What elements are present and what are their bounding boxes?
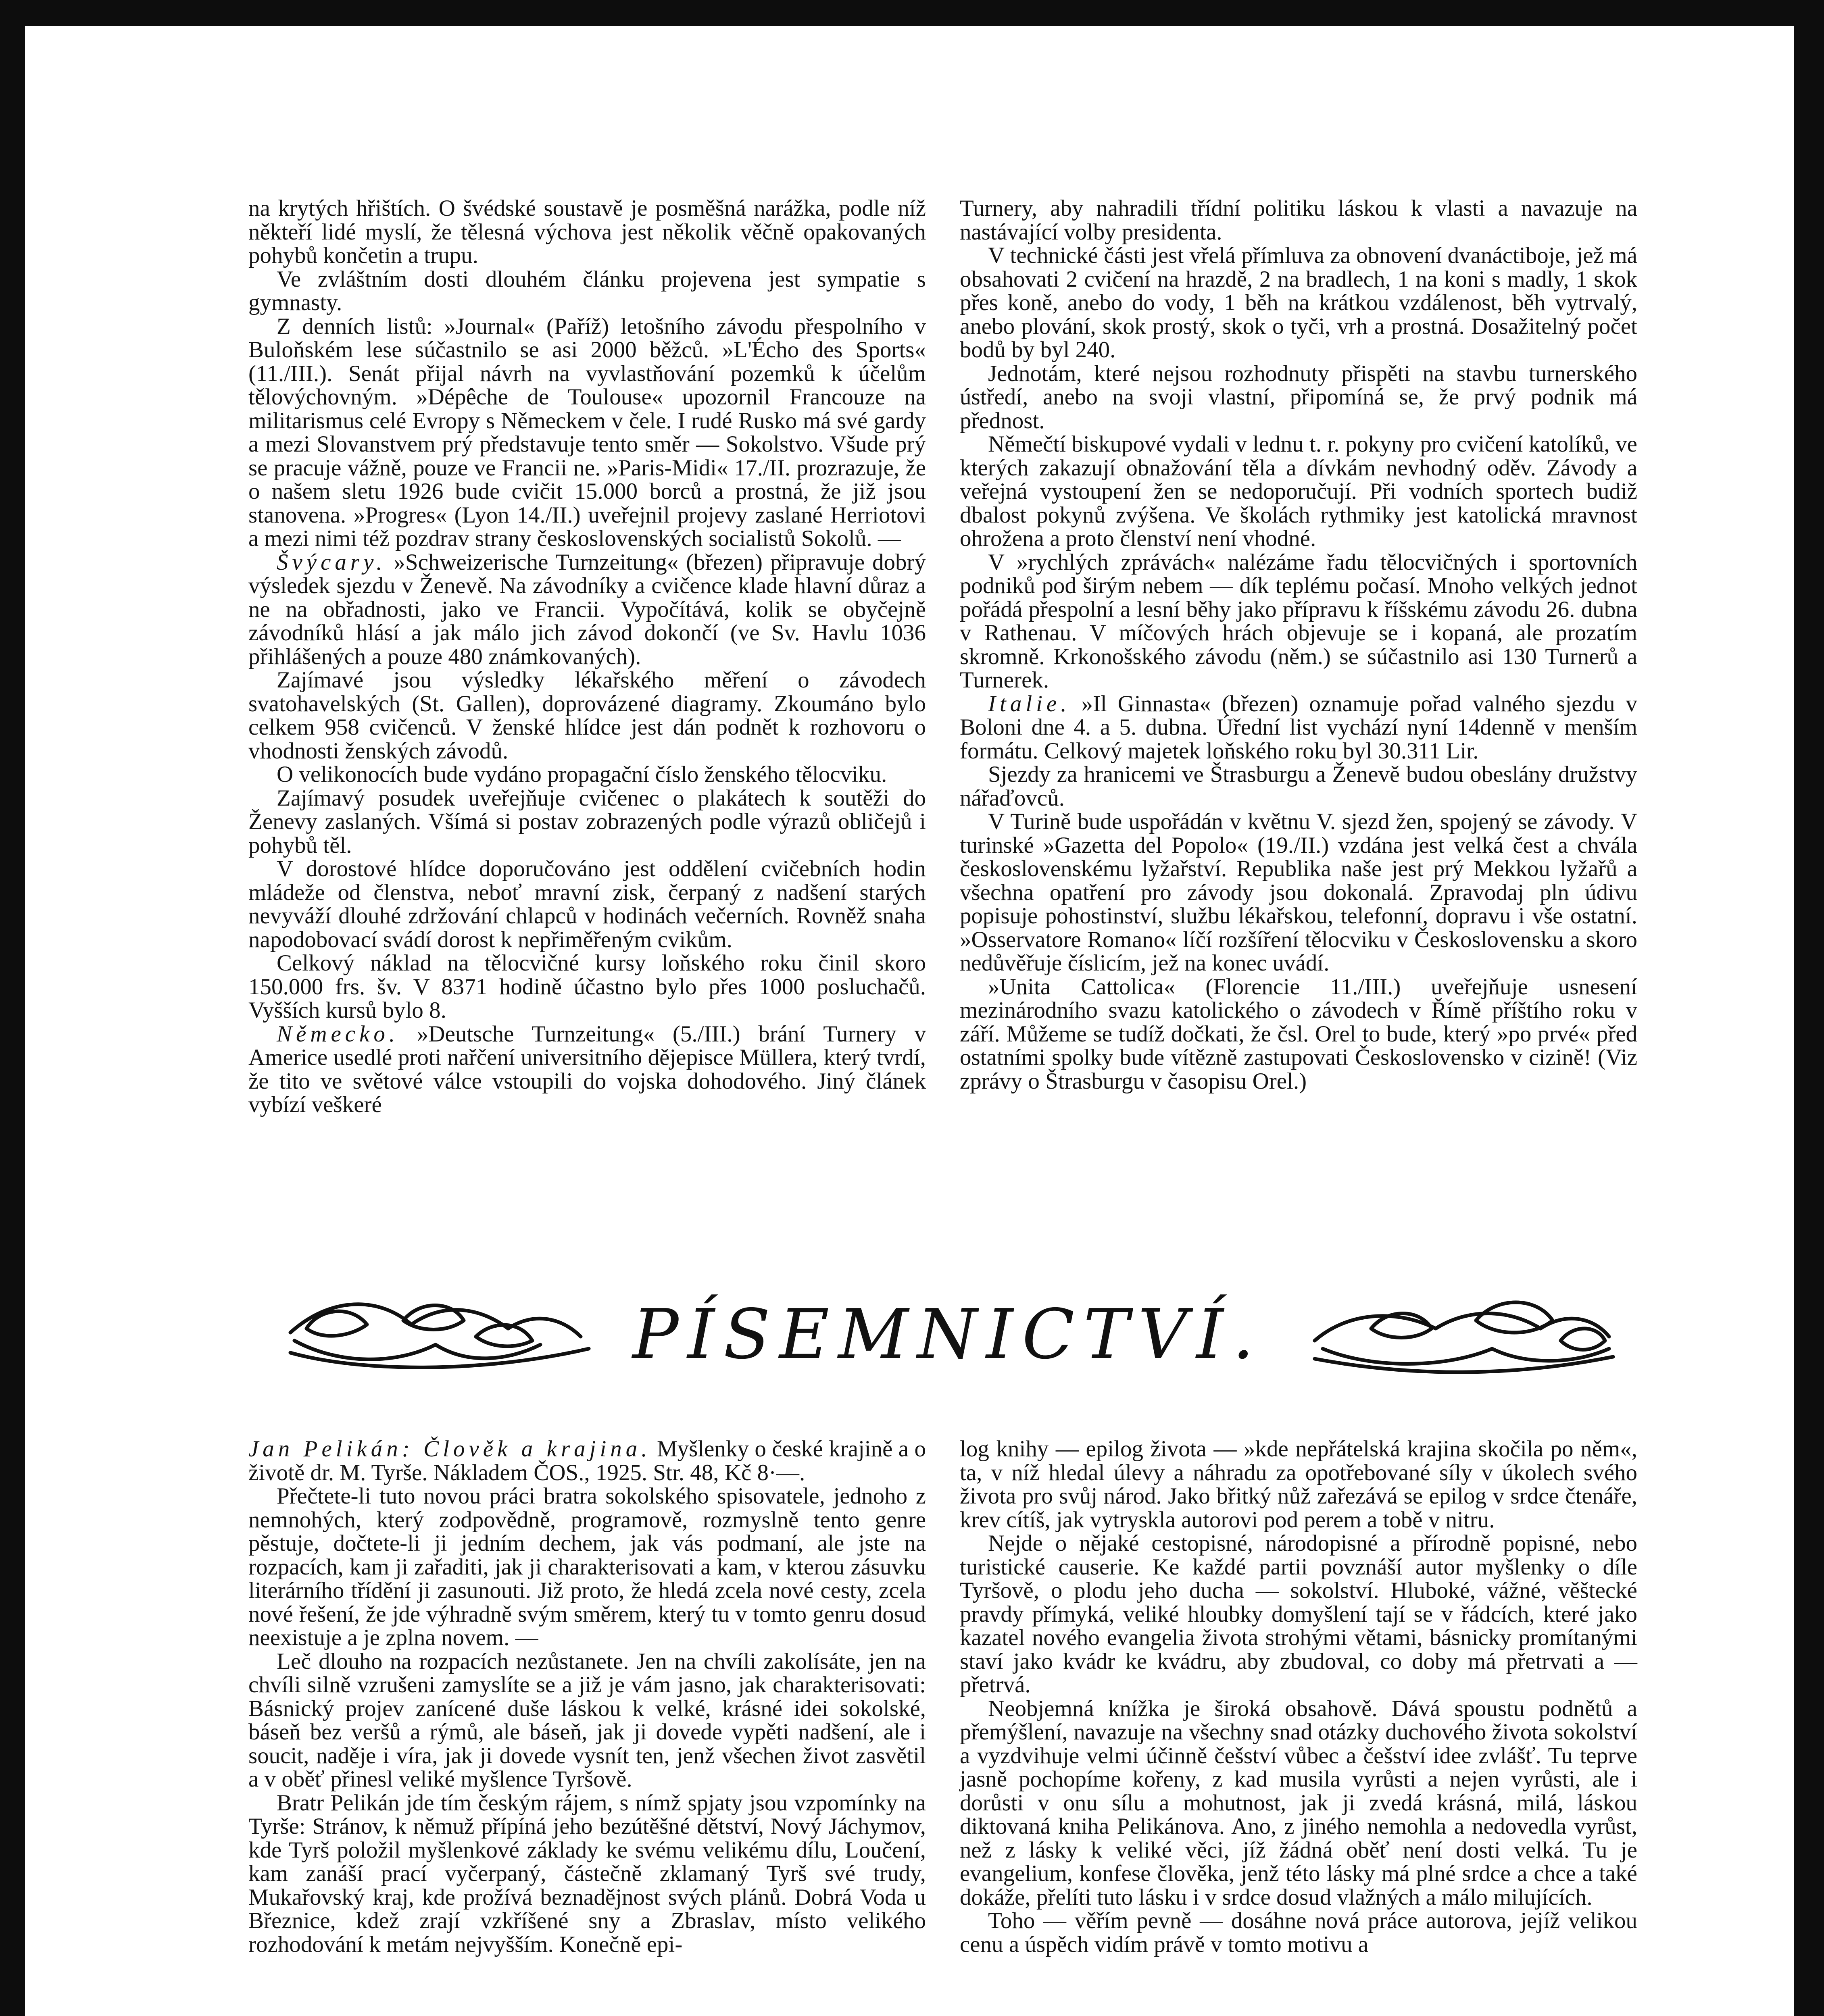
paragraph [960,244,1637,362]
paragraph-text: Ve zvláštním dosti dlouhém článku projevena jest sympatie s gymnasty. [248,266,926,315]
paragraph-text: »Unita Cattolica« (Florencie 11./III.) uveřejňuje usnesení mezinárodního svazu katolického o závodech v Římě příštího roku v září. Můžeme se tudíž dočkati, že čsl. Orel to bude, který »po prvé« před ostatními spolky bude vítězně zastupovati Československo v cizině! (Viz zprávy o Štrasburgu v časopisu Orel.) [960,974,1637,1094]
paragraph-text: Zajímavé jsou výsledky lékařského měření o závodech svatohavelských (St. Gallen), doprovázené diagramy. Zkoumáno bylo celkem 958 cvičenců. V ženské hlídce jest dán podnět k rozhovoru o vhodnosti ženských závodů. [248,667,926,764]
paragraph [248,669,926,763]
paragraph-text: Přečtete-li tuto novou práci bratra sokolského spisovatele, jednoho z nemnohých, který zodpovědně, programově, rozmyslně tento genre pěstuje, dočtete-li ji jedním dechem, jak vás podmaní, ale jste na rozpacích, kam ji zařaditi, jak ji charakterisovati a kam, v kterou zásuvku literárního třídění ji zasunouti. Již proto, že hledá zcela nové cesty, zcela nové řešení, že jde výhradně svým směrem, který tu v tomto genru dosud neexistuje a je zplna novem. — [248,1483,926,1650]
paragraph-text: Celkový náklad na tělocvičné kursy loňského roku činil skoro 150.000 frs. šv. V 8371 hodině účastno bylo přes 1000 posluchačů. Vyšších kursů bylo 8. [248,950,926,1023]
paragraph-text: »Deutsche Turnzeitung« (5./III.) brání Turnery v Americe usedlé proti nařčení universitního dějepisce Müllera, který tvrdí, že tito ve světové válce vstoupili do vojska dohodového. Jiný článek vybízí veškeré [248,1021,926,1117]
scan-border-left [0,0,25,2016]
paragraph-text: Turnery, aby nahradili třídní politiku láskou k vlasti a navazuje na nastávající volby presidenta. [960,196,1637,245]
paragraph-text: Z denních listů: »Journal« (Paříž) letošního závodu přespolního v Buloňském lese súčastnilo se asi 2000 běžců. »L'Écho des Sports« (11./III.). Senát přijal návrh na vyvlastňování pozemků k účelům tělovýchovným. »Dépêche de Toulouse« upozornil Francouze na militarismus celé Evropy s Německem v čele. I rudé Rusko má své gardy a mezi Slovanstvem prý představuje tento směr — Sokolstvo. Všude prý se pracuje vážně, pouze ve Francii ne. »Paris-Midi« 17./II. prozrazuje, že o našem sletu 1926 bude cvičit 15.000 borců a prostná, že již jsou stanovena. »Progres« (Lyon 14./II.) uveřejnil projevy zaslané Herriotovi a mezi nimi též pozdrav strany československých socialistů Sokolů. — [248,313,926,551]
paragraph [960,1437,1637,1532]
scan-border-top [0,0,1824,26]
paragraph [960,810,1637,975]
paragraph [248,763,926,787]
paragraph-lead: Italie. [988,691,1071,716]
paragraph-text: »Il Ginnasta« (březen) oznamuje pořad valného sjezdu v Boloni dne 4. a 5. dubna. Úřední list vychází nyní 14denně v menším formátu. Celkový majetek loňského roku byl 30.311 Lir. [960,691,1637,764]
paragraph-text: Leč dlouho na rozpacích nezůstanete. Jen na chvíli zakolísáte, jen na chvíli silně vzrušeni zamyslíte se a již je vám jasno, jak charakterisovati: Básnický projev zanícené duše láskou k velké, krásné idei sokolské, báseň bez veršů a rýmů, ale báseň, jak ji dovede vypěti nadšení, ale i soucit, naděje i víra, jak ji dovede vysnít ten, jenž všechen život zasvětil a v oběť přinesl veliké myšlence Tyršově. [248,1648,926,1792]
paragraph-lead: Jan Pelikán: Člověk a krajina. [248,1436,651,1462]
paragraph [248,551,926,669]
paragraph [960,1909,1637,1956]
paragraph-text: log knihy — epilog života — »kde nepřátelská krajina skočila po něm«, ta, v níž hledal úlevy a náhradu za opotřebované síly v úkolech svého života pro svůj národ. Jako břitký nůž zařezává se epilog v srdce čtenáře, krev cítíš, jak vytryskla autorovi pod perem a tobě v nitru. [960,1436,1637,1533]
paragraph-text: Nejde o nějaké cestopisné, národopisné a přírodně popisné, nebo turistické causerie. Ke každé partii povznáší autor myšlenky o díle Tyršově, o plodu jeho ducha — sokolství. Hluboké, vážné, věštecké pravdy přímyká, veliké hloubky domyšlení tají se v řádcích, které jako kazatel nového evangelia života strohými větami, básnicky promítanými staví jako kvádr ke kvádru, aby zbudoval, co doby má přetrvati a — přetrvá. [960,1531,1637,1697]
paragraph-lead: Švýcary. [277,549,386,575]
paragraph [248,1437,926,1485]
paragraph-text: Bratr Pelikán jde tím českým rájem, s nímž spjaty jsou vzpomínky na Tyrše: Stránov, k němuž přípíná jeho bezútěšné dětství, Nový Jáchymov, kde Tyrš položil myšlenkové základy ke svému velikému dílu, Loučení, kam zanáší prací vyčerpaný, částečně zklamaný Tyrš své trudy, Mukařovský kraj, kde prožívá beznadějnost svých plánů. Dobrá Voda u Březnice, kdež zrají vzkříšené sny a Zbraslav, místo velikého rozhodování k metám nejvyšším. Konečně epi- [248,1790,926,1957]
paragraph [248,787,926,858]
paragraph-text: Neobjemná knížka je široká obsahově. Dává spoustu podnětů a přemýšlení, navazuje na všechny snad otázky duchového života sokolství a vyzdvihuje velmi účinně češství vůbec a češství idee zvlášť. Tu teprve jasně pochopíme kořeny, z kad musila vyrůsti a nejen vyrůsti, ale i dorůsti v onu sílu a mohutnost, jak ji zvedá krásná, milá, láskou diktovaná kniha Pelikánova. Ano, z jiného nemohla a nedovedla vyrůst, než z lásky k veliké věci, jíž žádná oběť není dosti velká. Tu je evangelium, konfese člověka, jenž této lásky má plné srdce a chce a také dokáže, přelíti tuto lásku i v srdce dosud vlažných a málo milujících. [960,1695,1637,1910]
paragraph-text: Zajímavý posudek uveřejňuje cvičenec o plakátech k soutěži do Ženevy zaslaných. Všímá si postav zobrazených podle výrazů obličejů i pohybů těl. [248,785,926,858]
column-top-left [248,197,926,1117]
paragraph [248,315,926,551]
paragraph-text: na krytých hřištích. O švédské soustavě je posměšná narážka, podle níž někteří lidé myslí, že tělesná výchova jest několik věčně opakovaných pohybů končetin a trupu. [248,196,926,268]
paragraph [248,952,926,1023]
paragraph [960,433,1637,551]
paragraph-text: Toho — věřím pevně — dosáhne nová práce autorova, jejíž velikou cenu a úspěch vidím právě v tomto motivu a [960,1908,1637,1957]
paragraph-text: Myšlenky o české krajině a o životě dr. M. Tyrše. Nákladem ČOS., 1925. Str. 48, Kč 8·—. [248,1436,926,1485]
paragraph-text: V »rychlých zprávách« nalézáme řadu tělocvičných i sportovních podniků pod širým nebem — dík teplému počasí. Mnoho velkých jednot pořádá přespolní a lesní běhy jako přípravu k říšskému závodu 26. dubna v Rathenau. V míčových hrách objevuje se i kopaná, ale prozatím skromně. Krkonošského závodu (něm.) se súčastnilo asi 130 Turnerů a Turnerek. [960,549,1637,693]
paragraph [248,1485,926,1650]
paragraph [960,197,1637,244]
column-bottom-right [960,1437,1637,1956]
paragraph [248,857,926,952]
paragraph-text: V technické části jest vřelá přímluva za obnovení dvanáctiboje, jež má obsahovati 2 cvičení na hrazdě, 2 na bradlech, 1 na koni s madly, 1 skok přes koně, anebo do vody, 1 běh na krátkou vzdálenost, běh vytrvalý, anebo plování, skok prostý, skok o tyči, vrh a prostná. Dosažitelný počet bodů by byl 240. [960,243,1637,362]
paragraph-text: V dorostové hlídce doporučováno jest oddělení cvičebních hodin mládeže od členstva, neboť mravní zisk, čerpaný z nadšení starých nevyváží dlouhé zdržování chlapců v hodinách večerních. Rovněž snaha napodobovací svádí dorost k nepřiměřeným cvikům. [248,856,926,952]
paragraph [248,1650,926,1791]
paragraph-text: »Schweizerische Turnzeitung« (březen) připravuje dobrý výsledek sjezdu v Ženevě. Na závodníky a cvičence klade hlavní důraz a ne na obřadnosti, jako ve Francii. Vypočítává, kolik se obyčejně závodníků hlásí a jak málo jich závod dokončí (ve Sv. Havlu 1036 přihlášených a pouze 480 známkovaných). [248,549,926,669]
column-top-right [960,197,1637,1093]
paragraph-text: O velikonocích bude vydáno propagační číslo ženského tělocviku. [277,762,887,787]
paragraph [248,1023,926,1117]
paragraph-text: V Turině bude uspořádán v květnu V. sjezd žen, spojený se závody. V turinské »Gazetta del Popolo« (19./II.) vzdána jest velká čest a chvála československému lyžařství. Republika naše jest prý Mekkou lyžařů a všechna opatření pro závody jsou dokonalá. Zpravodaj pln údivu popisuje pohostinství, službu lékařskou, telefonní, dopravu i vše ostatní. »Osservatore Romano« líčí rozšíření tělocviku v Československu a skoro nedůvěřuje číslicím, jež na konec uvádí. [960,809,1637,976]
paragraph-text: Němečtí biskupové vydali v lednu t. r. pokyny pro cvičení katolíků, ve kterých zakazují obnažování těla a dívkám nevhodný oděv. Závody a veřejná vystoupení žen se nedoporučují. Při vodních sportech budiž dbalost pokynů zvýšena. Ve školách rythmiky jest katolická mravnost ohrožena a proto členství není vhodné. [960,431,1637,551]
section-banner [282,1280,1617,1385]
paragraph [248,1791,926,1957]
paragraph [960,1697,1637,1910]
paragraph [960,975,1637,1093]
paragraph-lead: Německo. [277,1021,399,1047]
paragraph [960,362,1637,433]
section-title: PÍSEMNICTVÍ. [632,1295,1263,1375]
paragraph [960,1532,1637,1697]
column-bottom-left [248,1437,926,1956]
paragraph [248,268,926,315]
scan-border-right [1794,0,1824,2016]
paragraph [960,551,1637,692]
paragraph-text: Sjezdy za hranicemi ve Štrasburgu a Ženevě budou obeslány družstvy nářaďovců. [960,762,1637,811]
paragraph-text: Jednotám, které nejsou rozhodnuty přispěti na stavbu turnerského ústředí, anebo na svoji vlastní, připomíná se, že prvý podnik má přednost. [960,360,1637,433]
paragraph [960,763,1637,810]
paragraph [248,197,926,268]
paragraph [960,692,1637,763]
